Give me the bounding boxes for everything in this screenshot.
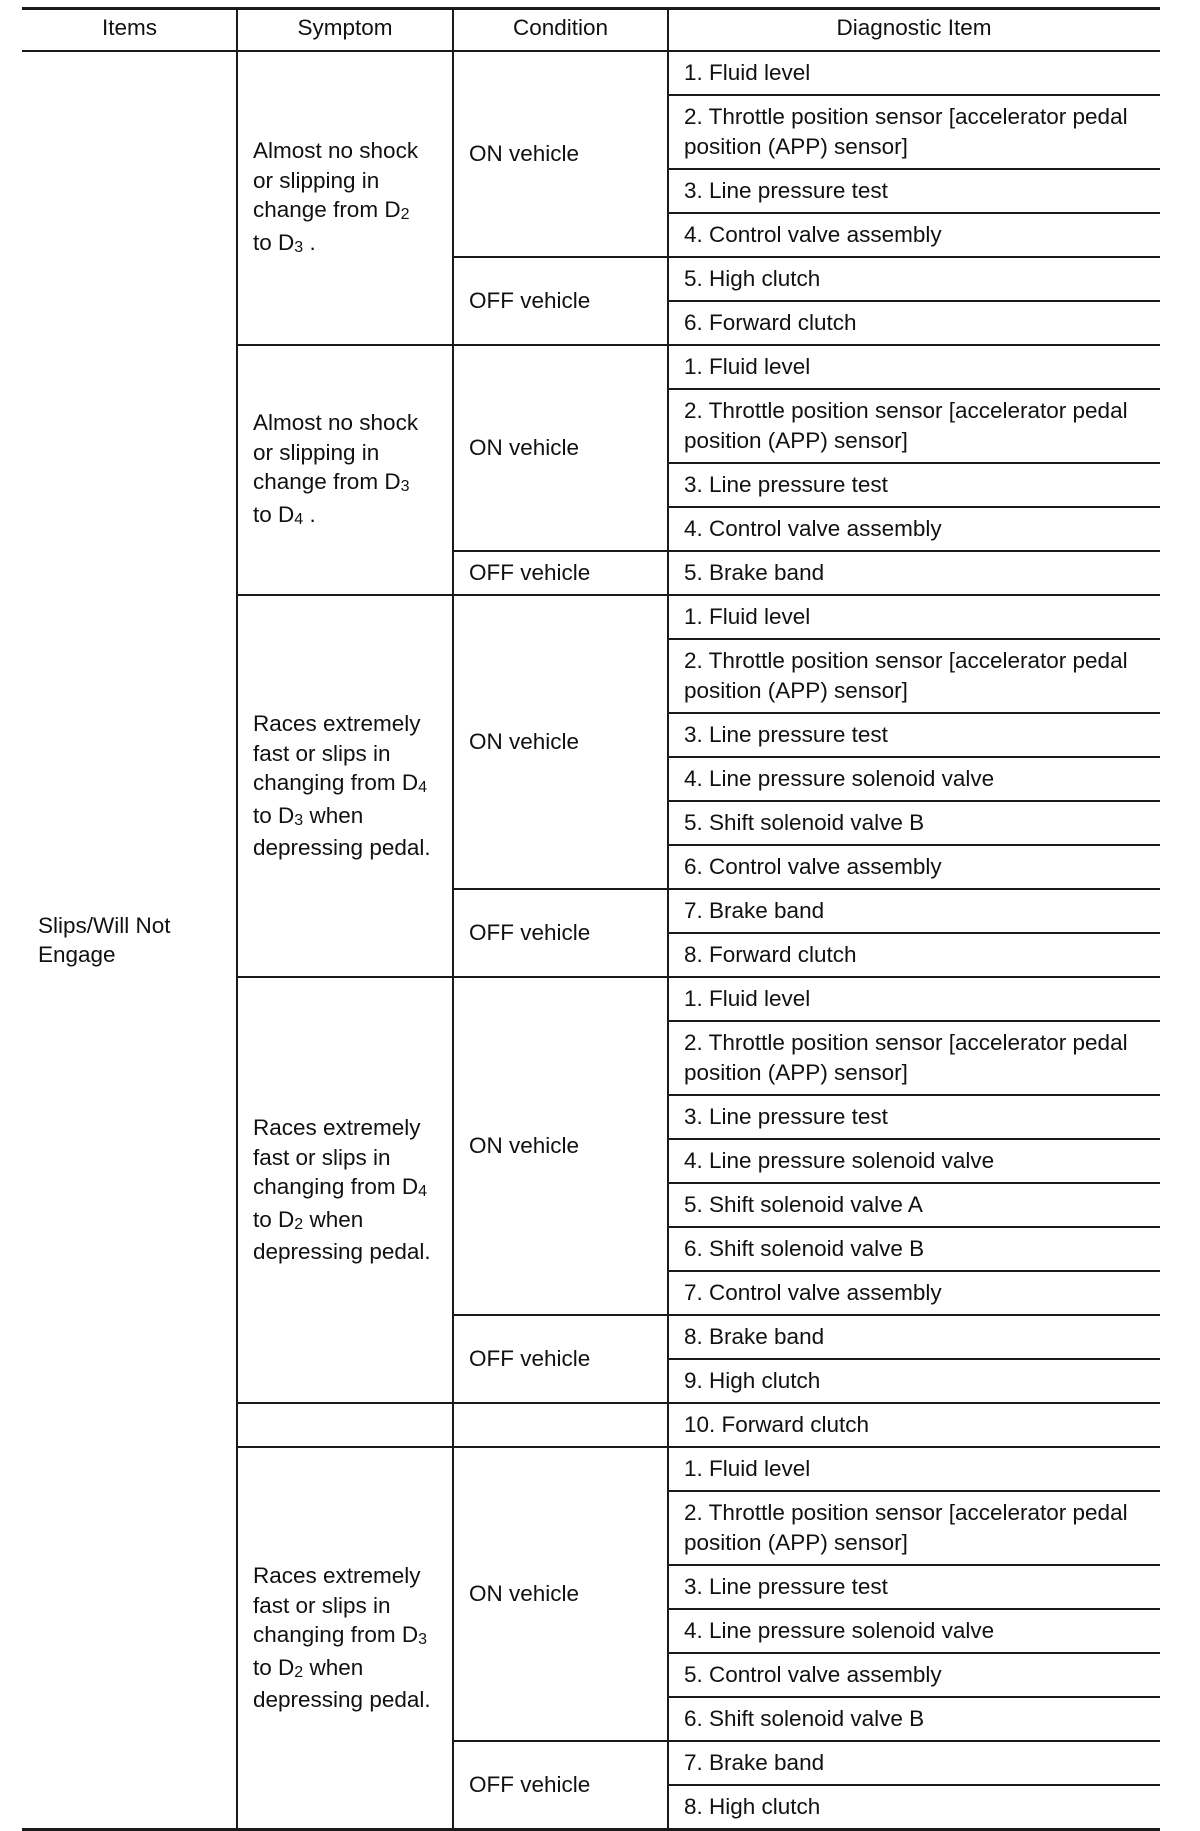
table-top-rule	[22, 7, 1160, 10]
symptom-line: Races extremely	[253, 711, 421, 737]
diagnostic-item: 1. Fluid level	[684, 1456, 811, 1481]
diagnostic-item: 3. Line pressure test	[684, 178, 888, 203]
row-divider	[668, 300, 1160, 302]
diagnostic-item: 2. Throttle position sensor [accelerator pedal position (APP) sensor]	[684, 104, 1128, 159]
row-divider	[668, 712, 1160, 714]
diagnostic-item: 3. Line pressure test	[684, 722, 888, 747]
column-divider	[667, 8, 669, 1829]
symptom-line: change from $D_2$	[253, 197, 410, 223]
symptom-line: changing from $D_3$	[253, 1622, 427, 1649]
column-divider	[452, 8, 454, 1829]
diagnostic-item: 1. Fluid level	[684, 604, 811, 629]
diagnostic-item: 6. Forward clutch	[684, 310, 857, 335]
row-divider	[668, 1402, 1160, 1404]
symptom-line: fast or slips in	[253, 740, 391, 766]
row-divider	[668, 344, 1160, 346]
condition-label: OFF vehicle	[469, 920, 591, 946]
diagnostic-item: 3. Line pressure test	[684, 472, 888, 497]
row-divider	[668, 462, 1160, 464]
row-divider	[668, 1182, 1160, 1184]
symptom-line: or slipping in	[253, 439, 380, 465]
table-bottom-rule	[22, 1828, 1160, 1831]
symptom-line: to $D_2$ when	[253, 1654, 364, 1681]
row-divider	[668, 1490, 1160, 1492]
row-divider	[668, 212, 1160, 214]
row-divider	[668, 1226, 1160, 1228]
row-divider	[668, 1740, 1160, 1742]
row-divider	[668, 1696, 1160, 1698]
diagnostic-item: 7. Brake band	[684, 898, 825, 923]
condition-label: OFF vehicle	[469, 288, 591, 314]
symptom-line: depressing pedal.	[253, 835, 431, 861]
row-divider	[668, 1270, 1160, 1272]
condition-label: ON vehicle	[469, 435, 580, 461]
symptom-cell	[253, 977, 451, 1403]
row-divider	[668, 388, 1160, 390]
row-divider	[668, 800, 1160, 802]
symptom-line: to $D_2$ when	[253, 1206, 364, 1233]
diagnostic-item: 4. Control valve assembly	[684, 222, 942, 247]
symptom-line: depressing pedal.	[253, 1687, 431, 1713]
diagnostic-item: 4. Line pressure solenoid valve	[684, 1148, 995, 1173]
header-rule	[22, 50, 1160, 52]
symptom-line: to $D_3$ when	[253, 802, 364, 829]
row-divider	[668, 506, 1160, 508]
header-symptom: Symptom	[297, 15, 393, 40]
condition-label: ON vehicle	[469, 1581, 580, 1607]
header-items: Items	[101, 15, 157, 40]
diagnostic-item: 5. Brake band	[684, 560, 825, 585]
symptom-line: to $D_3$ .	[253, 229, 316, 256]
condition-label: OFF vehicle	[469, 1772, 591, 1798]
symptom-cell	[253, 1403, 451, 1447]
symptom-line: Almost no shock	[253, 138, 419, 163]
diagnostic-item: 8. High clutch	[684, 1794, 821, 1819]
condition-label: ON vehicle	[469, 1133, 580, 1159]
diagnostic-item: 2. Throttle position sensor [accelerator pedal position (APP) sensor]	[684, 398, 1128, 453]
diagnostic-item: 5. Shift solenoid valve A	[684, 1192, 923, 1217]
row-divider	[668, 168, 1160, 170]
row-divider	[668, 256, 1160, 258]
diagnostic-item: 3. Line pressure test	[684, 1104, 888, 1129]
diagnostic-item: 6. Shift solenoid valve B	[684, 1706, 925, 1731]
symptom-cell	[253, 1447, 451, 1829]
row-divider	[668, 638, 1160, 640]
diagnostic-item: 4. Control valve assembly	[684, 516, 942, 541]
symptom-line: fast or slips in	[253, 1592, 391, 1618]
diagnostic-item: 2. Throttle position sensor [accelerator pedal position (APP) sensor]	[684, 1030, 1128, 1085]
row-divider	[668, 976, 1160, 978]
symptom-line: fast or slips in	[253, 1144, 391, 1170]
symptom-line: Races extremely	[253, 1563, 421, 1589]
row-divider	[668, 1358, 1160, 1360]
diagnostic-item: 4. Line pressure solenoid valve	[684, 1618, 995, 1643]
condition-label: OFF vehicle	[469, 1346, 591, 1372]
row-divider	[668, 1020, 1160, 1022]
diagnostic-item: 8. Forward clutch	[684, 942, 857, 967]
diagnostic-item: 1. Fluid level	[684, 354, 811, 379]
diagnostic-item: 8. Brake band	[684, 1324, 825, 1349]
diagnostic-item: 5. Control valve assembly	[684, 1662, 942, 1687]
diagnostic-item: 7. Brake band	[684, 1750, 825, 1775]
row-divider	[668, 94, 1160, 96]
diagnostic-item: 5. Shift solenoid valve B	[684, 810, 925, 835]
header-condition: Condition	[512, 15, 609, 40]
header-diagnostic-item: Diagnostic Item	[836, 15, 992, 40]
symptom-cell	[253, 595, 451, 977]
symptom-line: changing from $D_4$	[253, 1174, 427, 1201]
row-divider	[668, 1784, 1160, 1786]
row-divider	[668, 550, 1160, 552]
symptom-line: depressing pedal.	[253, 1239, 431, 1265]
column-divider	[236, 8, 238, 1829]
symptom-line: change from $D_3$	[253, 469, 410, 495]
row-divider	[668, 932, 1160, 934]
symptom-cell	[253, 51, 451, 345]
row-divider	[668, 1446, 1160, 1448]
row-divider	[668, 1138, 1160, 1140]
diagnostic-item: 1. Fluid level	[684, 60, 811, 85]
row-divider	[668, 1652, 1160, 1654]
diagnostic-item: 7. Control valve assembly	[684, 1280, 942, 1305]
symptom-line: Almost no shock	[253, 410, 419, 435]
symptom-line: to $D_4$ .	[253, 501, 316, 528]
diagnostic-item: 2. Throttle position sensor [accelerator pedal position (APP) sensor]	[684, 648, 1128, 703]
row-divider	[668, 844, 1160, 846]
diagnostic-item: 5. High clutch	[684, 266, 821, 291]
row-divider	[668, 1314, 1160, 1316]
diagnostic-item: 6. Shift solenoid valve B	[684, 1236, 925, 1261]
condition-label: ON vehicle	[469, 729, 580, 755]
row-divider	[668, 1094, 1160, 1096]
symptom-line: or slipping in	[253, 167, 380, 193]
diagnostic-item: 9. High clutch	[684, 1368, 821, 1393]
diagnostic-item: 10. Forward clutch	[684, 1412, 870, 1437]
diagnostic-item: 4. Line pressure solenoid valve	[684, 766, 995, 791]
row-divider	[668, 756, 1160, 758]
row-divider	[668, 1564, 1160, 1566]
condition-label: ON vehicle	[469, 141, 580, 167]
condition-label: OFF vehicle	[469, 560, 591, 586]
diagnostic-item: 6. Control valve assembly	[684, 854, 942, 879]
row-divider	[668, 594, 1160, 596]
symptom-line: Races extremely	[253, 1115, 421, 1141]
row-divider	[668, 1608, 1160, 1610]
items-cell: Slips/Will Not Engage	[38, 912, 171, 967]
condition-label	[469, 1403, 666, 1447]
symptom-line: changing from $D_4$	[253, 770, 427, 797]
diagnostic-item: 2. Throttle position sensor [accelerator pedal position (APP) sensor]	[684, 1500, 1128, 1555]
diagnostic-item: 1. Fluid level	[684, 986, 811, 1011]
symptom-cell	[253, 345, 451, 595]
diagnostic-item: 3. Line pressure test	[684, 1574, 888, 1599]
row-divider	[668, 888, 1160, 890]
